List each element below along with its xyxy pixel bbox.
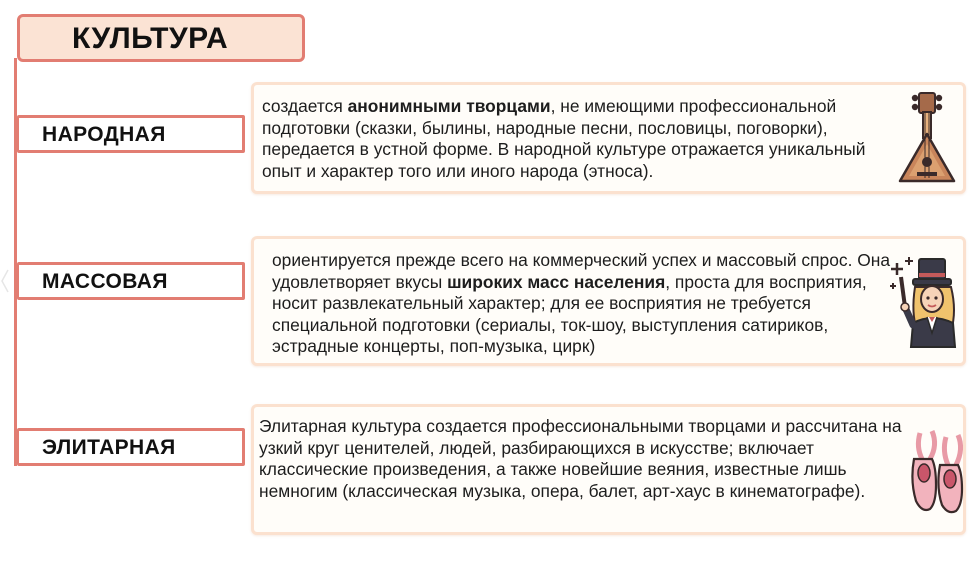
category-folk-label: НАРОДНАЯ <box>42 123 166 146</box>
description-elite-card <box>251 404 966 535</box>
category-mass-label: МАССОВАЯ <box>42 270 168 293</box>
title-box <box>17 14 305 62</box>
description-folk-text: создается анонимными творцами, не имеющими профессиональной подготовки (сказки, былины, народные песни, пословицы, поговорки), передается в устной форме. В народной культуре отражается уникальный опыт и характер того или иного народа (этноса). <box>262 96 866 181</box>
magician-icon <box>887 253 965 349</box>
description-folk-bold: анонимными творцами <box>347 96 551 116</box>
description-mass-text: ориентируется прежде всего на коммерческий успех и массовый спрос. Она удовлетворяет вкусы широких масс населения, проста для восприятия, носит развлекательный характер; для ее восприятия не требуется специальной подготовки (сериалы, ток-шоу, выступления сатириков, эстрадные концерты, поп-музыка, цирк) <box>272 250 891 357</box>
category-elite-label: ЭЛИТАРНАЯ <box>42 436 176 459</box>
category-folk <box>17 115 245 153</box>
page-title: КУЛЬТУРА <box>72 22 229 55</box>
category-mass <box>17 262 245 300</box>
balalaika-icon <box>895 90 959 186</box>
ballet-shoes-icon <box>904 429 970 515</box>
category-elite <box>17 428 245 466</box>
description-folk-card <box>251 82 966 194</box>
side-chevron-icon <box>0 268 10 294</box>
description-elite-text: Элитарная культура создается профессиональными творцами и рассчитана на узкий круг ценителей, людей, разбирающихся в искусстве; включает классические произведения, а также новейшие веяния, известные лишь немногим (классическая музыка, опера, балет, арт-хаус в кинематографе). <box>259 416 902 501</box>
description-mass-card <box>251 236 966 366</box>
description-mass-bold: широких масс населения <box>447 271 666 292</box>
